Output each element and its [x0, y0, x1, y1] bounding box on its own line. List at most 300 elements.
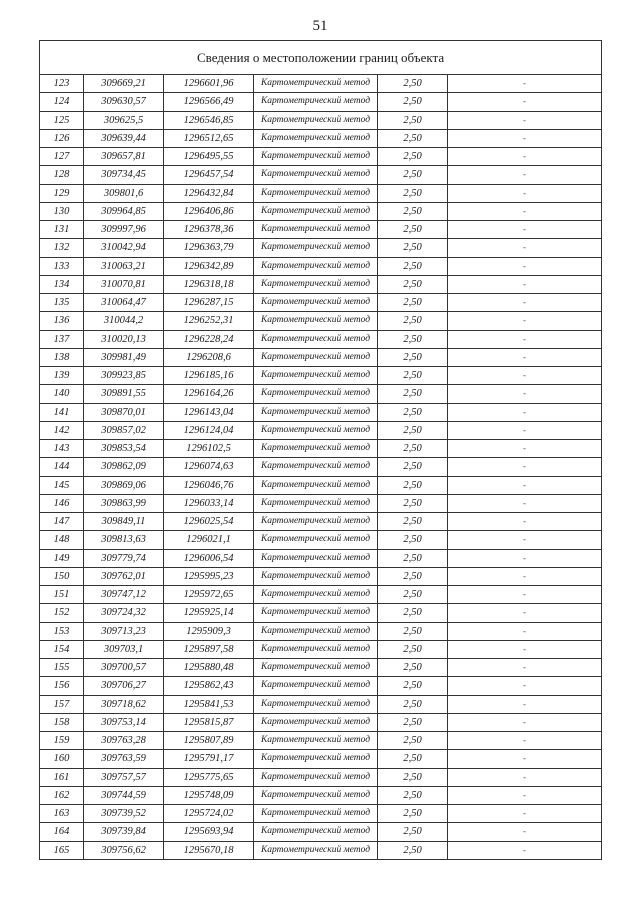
- table-row: [40, 476, 602, 494]
- table-row: [40, 440, 602, 458]
- description-cell: -: [448, 713, 602, 731]
- table-row: [40, 640, 602, 658]
- accuracy-cell: 2,50: [378, 677, 448, 695]
- coordinate-y-cell: 1295807,89: [164, 732, 254, 750]
- method-cell: Картометрический метод: [254, 93, 378, 111]
- table-row: [40, 750, 602, 768]
- coordinate-y-cell: 1295724,02: [164, 805, 254, 823]
- accuracy-cell: 2,50: [378, 604, 448, 622]
- table-row: [40, 367, 602, 385]
- point-number-cell: 146: [40, 494, 84, 512]
- method-cell: Картометрический метод: [254, 768, 378, 786]
- table-row: [40, 458, 602, 476]
- coordinate-x-cell: 309625,5: [84, 111, 164, 129]
- table-row: [40, 604, 602, 622]
- accuracy-cell: 2,50: [378, 275, 448, 293]
- point-number-cell: 138: [40, 348, 84, 366]
- point-number-cell: 157: [40, 695, 84, 713]
- method-cell: Картометрический метод: [254, 403, 378, 421]
- point-number-cell: 147: [40, 513, 84, 531]
- point-number-cell: 134: [40, 275, 84, 293]
- coordinate-x-cell: 309657,81: [84, 148, 164, 166]
- coordinate-x-cell: 309734,45: [84, 166, 164, 184]
- table-row: [40, 202, 602, 220]
- coordinate-x-cell: 310042,94: [84, 239, 164, 257]
- coordinate-y-cell: 1296021,1: [164, 531, 254, 549]
- coordinate-y-cell: 1295925,14: [164, 604, 254, 622]
- coordinate-x-cell: 309669,21: [84, 75, 164, 93]
- description-cell: -: [448, 458, 602, 476]
- method-cell: Картометрический метод: [254, 786, 378, 804]
- point-number-cell: 125: [40, 111, 84, 129]
- point-number-cell: 152: [40, 604, 84, 622]
- method-cell: Картометрический метод: [254, 129, 378, 147]
- accuracy-cell: 2,50: [378, 148, 448, 166]
- accuracy-cell: 2,50: [378, 549, 448, 567]
- point-number-cell: 162: [40, 786, 84, 804]
- description-cell: -: [448, 586, 602, 604]
- coordinate-y-cell: 1295748,09: [164, 786, 254, 804]
- accuracy-cell: 2,50: [378, 367, 448, 385]
- description-cell: -: [448, 421, 602, 439]
- point-number-cell: 154: [40, 640, 84, 658]
- description-cell: -: [448, 221, 602, 239]
- coordinate-y-cell: 1296074,63: [164, 458, 254, 476]
- coordinate-y-cell: 1296143,04: [164, 403, 254, 421]
- table-row: [40, 567, 602, 585]
- method-cell: Картометрический метод: [254, 111, 378, 129]
- point-number-cell: 149: [40, 549, 84, 567]
- description-cell: -: [448, 786, 602, 804]
- description-cell: -: [448, 367, 602, 385]
- coordinate-y-cell: 1296457,54: [164, 166, 254, 184]
- coordinate-y-cell: 1295815,87: [164, 713, 254, 731]
- point-number-cell: 155: [40, 659, 84, 677]
- coordinate-y-cell: 1296495,55: [164, 148, 254, 166]
- coordinate-y-cell: 1296208,6: [164, 348, 254, 366]
- coordinate-y-cell: 1296546,85: [164, 111, 254, 129]
- description-cell: -: [448, 805, 602, 823]
- coordinate-y-cell: 1295670,18: [164, 841, 254, 859]
- coordinate-y-cell: 1296318,18: [164, 275, 254, 293]
- table-row: [40, 330, 602, 348]
- coordinate-y-cell: 1296164,26: [164, 385, 254, 403]
- accuracy-cell: 2,50: [378, 768, 448, 786]
- point-number-cell: 148: [40, 531, 84, 549]
- point-number-cell: 123: [40, 75, 84, 93]
- point-number-cell: 136: [40, 312, 84, 330]
- method-cell: Картометрический метод: [254, 330, 378, 348]
- table-row: [40, 294, 602, 312]
- coordinate-x-cell: 310044,2: [84, 312, 164, 330]
- description-cell: -: [448, 732, 602, 750]
- accuracy-cell: 2,50: [378, 732, 448, 750]
- point-number-cell: 144: [40, 458, 84, 476]
- table-row: [40, 823, 602, 841]
- description-cell: -: [448, 275, 602, 293]
- coordinate-x-cell: 309869,06: [84, 476, 164, 494]
- coordinate-x-cell: 309747,12: [84, 586, 164, 604]
- coordinate-x-cell: 309756,62: [84, 841, 164, 859]
- description-cell: -: [448, 567, 602, 585]
- coordinate-y-cell: 1296601,96: [164, 75, 254, 93]
- coordinate-x-cell: 309703,1: [84, 640, 164, 658]
- accuracy-cell: 2,50: [378, 750, 448, 768]
- description-cell: -: [448, 440, 602, 458]
- table-row: [40, 403, 602, 421]
- description-cell: -: [448, 385, 602, 403]
- point-number-cell: 124: [40, 93, 84, 111]
- point-number-cell: 130: [40, 202, 84, 220]
- coordinate-y-cell: 1296406,86: [164, 202, 254, 220]
- table-row: [40, 239, 602, 257]
- method-cell: Картометрический метод: [254, 421, 378, 439]
- accuracy-cell: 2,50: [378, 476, 448, 494]
- description-cell: -: [448, 239, 602, 257]
- coordinate-x-cell: 310070,81: [84, 275, 164, 293]
- method-cell: Картометрический метод: [254, 659, 378, 677]
- accuracy-cell: 2,50: [378, 403, 448, 421]
- description-cell: -: [448, 677, 602, 695]
- point-number-cell: 135: [40, 294, 84, 312]
- method-cell: Картометрический метод: [254, 312, 378, 330]
- table-row: [40, 513, 602, 531]
- accuracy-cell: 2,50: [378, 823, 448, 841]
- method-cell: Картометрический метод: [254, 148, 378, 166]
- coordinate-y-cell: 1296006,54: [164, 549, 254, 567]
- method-cell: Картометрический метод: [254, 75, 378, 93]
- accuracy-cell: 2,50: [378, 805, 448, 823]
- coordinate-x-cell: 309862,09: [84, 458, 164, 476]
- accuracy-cell: 2,50: [378, 513, 448, 531]
- description-cell: -: [448, 75, 602, 93]
- coordinate-x-cell: 309923,85: [84, 367, 164, 385]
- table-title: Сведения о местоположении границ объекта: [40, 41, 602, 75]
- table-row: [40, 768, 602, 786]
- method-cell: Картометрический метод: [254, 257, 378, 275]
- accuracy-cell: 2,50: [378, 93, 448, 111]
- table-row: [40, 421, 602, 439]
- accuracy-cell: 2,50: [378, 421, 448, 439]
- coordinate-y-cell: 1296363,79: [164, 239, 254, 257]
- method-cell: Картометрический метод: [254, 458, 378, 476]
- description-cell: -: [448, 93, 602, 111]
- method-cell: Картометрический метод: [254, 604, 378, 622]
- accuracy-cell: 2,50: [378, 202, 448, 220]
- accuracy-cell: 2,50: [378, 640, 448, 658]
- accuracy-cell: 2,50: [378, 531, 448, 549]
- coordinate-y-cell: 1296512,65: [164, 129, 254, 147]
- coordinate-x-cell: 309981,49: [84, 348, 164, 366]
- description-cell: -: [448, 823, 602, 841]
- page-number: 51: [312, 18, 328, 34]
- table-row: [40, 732, 602, 750]
- coordinate-x-cell: 309639,44: [84, 129, 164, 147]
- method-cell: Картометрический метод: [254, 166, 378, 184]
- point-number-cell: 128: [40, 166, 84, 184]
- table-row: [40, 75, 602, 93]
- coordinate-y-cell: 1295897,58: [164, 640, 254, 658]
- method-cell: Картометрический метод: [254, 367, 378, 385]
- coordinate-x-cell: 309700,57: [84, 659, 164, 677]
- method-cell: Картометрический метод: [254, 239, 378, 257]
- coordinate-y-cell: 1296378,36: [164, 221, 254, 239]
- table-row: [40, 713, 602, 731]
- coordinate-y-cell: 1295693,94: [164, 823, 254, 841]
- table-row: [40, 786, 602, 804]
- table-row: [40, 677, 602, 695]
- coordinate-y-cell: 1295791,17: [164, 750, 254, 768]
- point-number-cell: 160: [40, 750, 84, 768]
- coordinate-x-cell: 310063,21: [84, 257, 164, 275]
- description-cell: -: [448, 148, 602, 166]
- coordinate-x-cell: 309713,23: [84, 622, 164, 640]
- coordinate-x-cell: 309630,57: [84, 93, 164, 111]
- table-row: [40, 348, 602, 366]
- coordinate-x-cell: 310020,13: [84, 330, 164, 348]
- point-number-cell: 153: [40, 622, 84, 640]
- accuracy-cell: 2,50: [378, 221, 448, 239]
- method-cell: Картометрический метод: [254, 695, 378, 713]
- point-number-cell: 151: [40, 586, 84, 604]
- method-cell: Картометрический метод: [254, 622, 378, 640]
- coordinate-x-cell: 309744,59: [84, 786, 164, 804]
- point-number-cell: 131: [40, 221, 84, 239]
- description-cell: -: [448, 403, 602, 421]
- method-cell: Картометрический метод: [254, 640, 378, 658]
- description-cell: -: [448, 494, 602, 512]
- accuracy-cell: 2,50: [378, 786, 448, 804]
- description-cell: -: [448, 531, 602, 549]
- description-cell: -: [448, 750, 602, 768]
- coordinate-x-cell: 309739,84: [84, 823, 164, 841]
- accuracy-cell: 2,50: [378, 440, 448, 458]
- table-row: [40, 549, 602, 567]
- coordinate-x-cell: 309753,14: [84, 713, 164, 731]
- method-cell: Картометрический метод: [254, 531, 378, 549]
- accuracy-cell: 2,50: [378, 348, 448, 366]
- table-row: [40, 184, 602, 202]
- description-cell: -: [448, 476, 602, 494]
- description-cell: -: [448, 604, 602, 622]
- point-number-cell: 133: [40, 257, 84, 275]
- point-number-cell: 165: [40, 841, 84, 859]
- point-number-cell: 141: [40, 403, 84, 421]
- coordinate-y-cell: 1295995,23: [164, 567, 254, 585]
- point-number-cell: 164: [40, 823, 84, 841]
- coordinate-x-cell: 309801,6: [84, 184, 164, 202]
- method-cell: Картометрический метод: [254, 823, 378, 841]
- table-row: [40, 257, 602, 275]
- accuracy-cell: 2,50: [378, 239, 448, 257]
- description-cell: -: [448, 166, 602, 184]
- coordinate-y-cell: 1296432,84: [164, 184, 254, 202]
- table-row: [40, 111, 602, 129]
- table-row: [40, 221, 602, 239]
- coordinate-y-cell: 1296287,15: [164, 294, 254, 312]
- coordinate-x-cell: 309763,59: [84, 750, 164, 768]
- description-cell: -: [448, 184, 602, 202]
- point-number-cell: 159: [40, 732, 84, 750]
- coordinate-y-cell: 1295972,65: [164, 586, 254, 604]
- description-cell: -: [448, 695, 602, 713]
- coordinate-y-cell: 1296124,04: [164, 421, 254, 439]
- method-cell: Картометрический метод: [254, 841, 378, 859]
- coordinate-x-cell: 309964,85: [84, 202, 164, 220]
- coordinate-y-cell: 1296342,89: [164, 257, 254, 275]
- method-cell: Картометрический метод: [254, 750, 378, 768]
- point-number-cell: 163: [40, 805, 84, 823]
- point-number-cell: 137: [40, 330, 84, 348]
- point-number-cell: 158: [40, 713, 84, 731]
- accuracy-cell: 2,50: [378, 184, 448, 202]
- point-number-cell: 142: [40, 421, 84, 439]
- coordinate-y-cell: 1296228,24: [164, 330, 254, 348]
- method-cell: Картометрический метод: [254, 221, 378, 239]
- table-row: [40, 531, 602, 549]
- coordinate-y-cell: 1295909,3: [164, 622, 254, 640]
- coordinate-y-cell: 1296033,14: [164, 494, 254, 512]
- coordinate-x-cell: 310064,47: [84, 294, 164, 312]
- coordinate-x-cell: 309763,28: [84, 732, 164, 750]
- method-cell: Картометрический метод: [254, 184, 378, 202]
- coordinate-x-cell: 309779,74: [84, 549, 164, 567]
- table-row: [40, 275, 602, 293]
- table-row: [40, 494, 602, 512]
- point-number-cell: 143: [40, 440, 84, 458]
- table-row: [40, 622, 602, 640]
- method-cell: Картометрический метод: [254, 476, 378, 494]
- method-cell: Картометрический метод: [254, 294, 378, 312]
- coordinate-x-cell: 309724,32: [84, 604, 164, 622]
- accuracy-cell: 2,50: [378, 294, 448, 312]
- table-row: [40, 805, 602, 823]
- method-cell: Картометрический метод: [254, 348, 378, 366]
- coordinate-x-cell: 309849,11: [84, 513, 164, 531]
- description-cell: -: [448, 294, 602, 312]
- coordinate-x-cell: 309739,52: [84, 805, 164, 823]
- method-cell: Картометрический метод: [254, 805, 378, 823]
- accuracy-cell: 2,50: [378, 257, 448, 275]
- accuracy-cell: 2,50: [378, 75, 448, 93]
- method-cell: Картометрический метод: [254, 713, 378, 731]
- description-cell: -: [448, 129, 602, 147]
- accuracy-cell: 2,50: [378, 312, 448, 330]
- method-cell: Картометрический метод: [254, 586, 378, 604]
- accuracy-cell: 2,50: [378, 330, 448, 348]
- method-cell: Картометрический метод: [254, 275, 378, 293]
- table-row: [40, 148, 602, 166]
- coordinate-x-cell: 309718,62: [84, 695, 164, 713]
- point-number-cell: 126: [40, 129, 84, 147]
- description-cell: -: [448, 768, 602, 786]
- point-number-cell: 145: [40, 476, 84, 494]
- table-header-row: [40, 41, 602, 75]
- description-cell: -: [448, 513, 602, 531]
- coordinate-x-cell: 309813,63: [84, 531, 164, 549]
- accuracy-cell: 2,50: [378, 111, 448, 129]
- accuracy-cell: 2,50: [378, 695, 448, 713]
- coordinate-y-cell: 1295862,43: [164, 677, 254, 695]
- description-cell: -: [448, 640, 602, 658]
- table-row: [40, 659, 602, 677]
- method-cell: Картометрический метод: [254, 494, 378, 512]
- coordinate-x-cell: 309863,99: [84, 494, 164, 512]
- description-cell: -: [448, 111, 602, 129]
- coordinate-y-cell: 1296566,49: [164, 93, 254, 111]
- accuracy-cell: 2,50: [378, 494, 448, 512]
- coordinate-x-cell: 309997,96: [84, 221, 164, 239]
- coordinate-y-cell: 1296102,5: [164, 440, 254, 458]
- accuracy-cell: 2,50: [378, 586, 448, 604]
- table-row: [40, 841, 602, 859]
- method-cell: Картометрический метод: [254, 440, 378, 458]
- coordinate-y-cell: 1295775,65: [164, 768, 254, 786]
- coordinate-x-cell: 309762,01: [84, 567, 164, 585]
- point-number-cell: 129: [40, 184, 84, 202]
- description-cell: -: [448, 330, 602, 348]
- accuracy-cell: 2,50: [378, 385, 448, 403]
- description-cell: -: [448, 348, 602, 366]
- point-number-cell: 156: [40, 677, 84, 695]
- coordinate-x-cell: 309757,57: [84, 768, 164, 786]
- coordinate-y-cell: 1296025,54: [164, 513, 254, 531]
- description-cell: -: [448, 312, 602, 330]
- coordinate-y-cell: 1295841,53: [164, 695, 254, 713]
- description-cell: -: [448, 257, 602, 275]
- accuracy-cell: 2,50: [378, 129, 448, 147]
- coordinate-x-cell: 309857,02: [84, 421, 164, 439]
- coordinate-y-cell: 1295880,48: [164, 659, 254, 677]
- method-cell: Картометрический метод: [254, 202, 378, 220]
- method-cell: Картометрический метод: [254, 567, 378, 585]
- coordinate-y-cell: 1296252,31: [164, 312, 254, 330]
- coordinate-x-cell: 309706,27: [84, 677, 164, 695]
- accuracy-cell: 2,50: [378, 841, 448, 859]
- method-cell: Картометрический метод: [254, 732, 378, 750]
- description-cell: -: [448, 659, 602, 677]
- table-body: [40, 75, 602, 860]
- point-number-cell: 139: [40, 367, 84, 385]
- description-cell: -: [448, 202, 602, 220]
- coordinate-y-cell: 1296046,76: [164, 476, 254, 494]
- coordinate-x-cell: 309853,54: [84, 440, 164, 458]
- accuracy-cell: 2,50: [378, 713, 448, 731]
- accuracy-cell: 2,50: [378, 622, 448, 640]
- description-cell: -: [448, 622, 602, 640]
- point-number-cell: 140: [40, 385, 84, 403]
- point-number-cell: 132: [40, 239, 84, 257]
- coordinate-y-cell: 1296185,16: [164, 367, 254, 385]
- method-cell: Картометрический метод: [254, 513, 378, 531]
- description-cell: -: [448, 549, 602, 567]
- accuracy-cell: 2,50: [378, 567, 448, 585]
- coordinate-x-cell: 309891,55: [84, 385, 164, 403]
- coordinate-x-cell: 309870,01: [84, 403, 164, 421]
- point-number-cell: 161: [40, 768, 84, 786]
- point-number-cell: 127: [40, 148, 84, 166]
- table-row: [40, 312, 602, 330]
- accuracy-cell: 2,50: [378, 166, 448, 184]
- method-cell: Картометрический метод: [254, 677, 378, 695]
- table-row: [40, 166, 602, 184]
- table-row: [40, 129, 602, 147]
- table-row: [40, 385, 602, 403]
- table-row: [40, 93, 602, 111]
- method-cell: Картометрический метод: [254, 549, 378, 567]
- table-row: [40, 586, 602, 604]
- description-cell: -: [448, 841, 602, 859]
